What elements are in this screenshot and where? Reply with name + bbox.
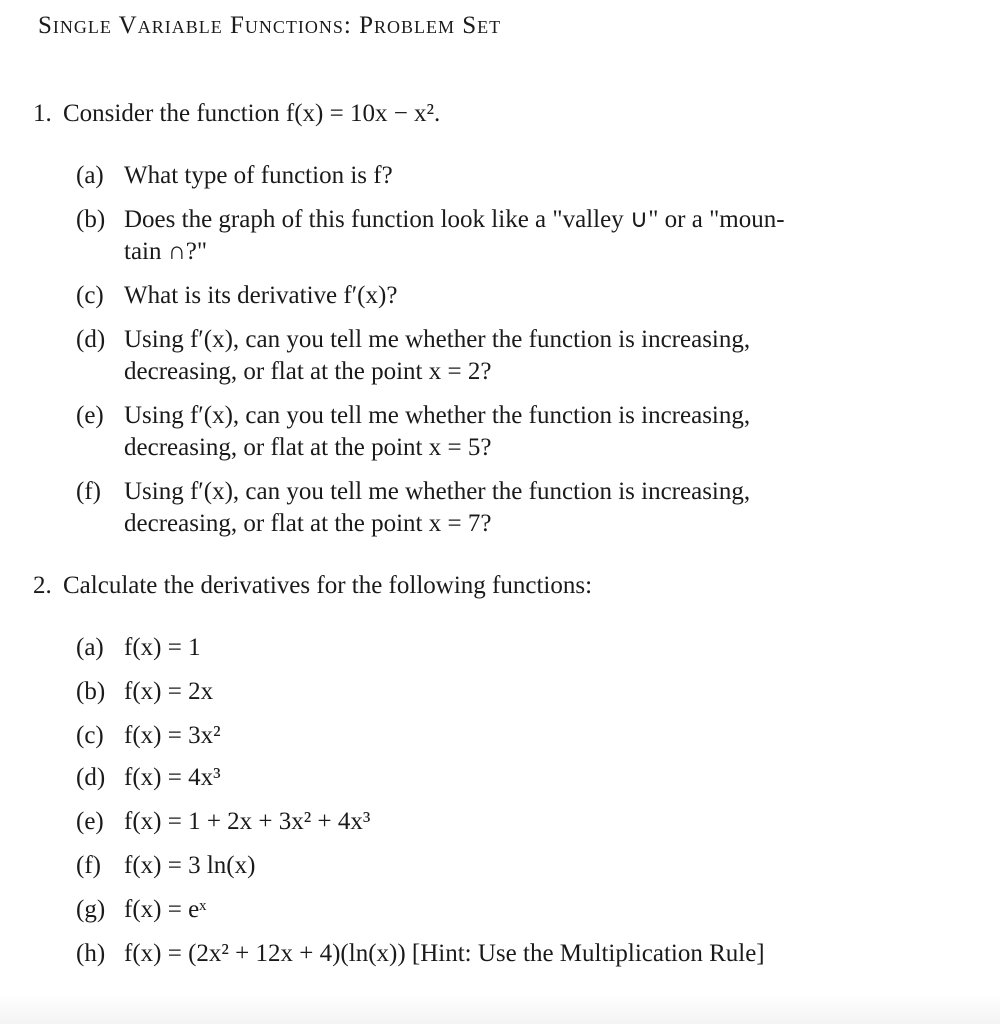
part-text-continued: decreasing, or flat at the point x = 5? — [124, 434, 492, 461]
part-label: (h) — [76, 940, 106, 967]
part-expression: f(x) = 4x³ — [124, 764, 221, 791]
list-item — [76, 720, 221, 752]
page-bottom-shade — [0, 994, 1000, 1024]
part-label: (b) — [76, 678, 106, 705]
list-item — [76, 204, 785, 236]
problem-text: Calculate the derivatives for the following functions: — [63, 572, 593, 599]
part-label: (d) — [76, 764, 106, 791]
part-text-continued: decreasing, or flat at the point x = 2? — [124, 358, 492, 385]
part-text-continued: tain ∩?" — [124, 238, 208, 265]
part-label: (c) — [76, 282, 104, 309]
part-text: Using f′(x), can you tell me whether the function is increasing, — [124, 478, 751, 505]
problem-number: 1. — [33, 100, 52, 127]
list-item — [76, 400, 750, 432]
part-expression: f(x) = 3 ln(x) — [124, 852, 256, 879]
list-item — [76, 632, 201, 664]
list-item — [76, 160, 393, 192]
problem-text: Consider the function f(x) = 10x − x². — [63, 100, 441, 127]
list-item — [76, 280, 397, 312]
list-item — [76, 476, 750, 508]
part-label: (g) — [76, 896, 106, 923]
part-text: What is its derivative f′(x)? — [124, 282, 398, 309]
part-expression: f(x) = 1 — [124, 634, 201, 661]
list-item — [76, 894, 206, 926]
problem-number: 2. — [33, 572, 52, 599]
part-label: (e) — [76, 402, 104, 429]
list-item — [76, 676, 213, 708]
list-item — [76, 850, 255, 882]
list-item — [76, 324, 750, 356]
part-text: Using f′(x), can you tell me whether the function is increasing, — [124, 326, 751, 353]
part-text: Does the graph of this function look like a "valley ∪" or a "moun- — [124, 206, 785, 233]
part-expression: f(x) = (2x² + 12x + 4)(ln(x)) [Hint: Use the Multiplication Rule] — [124, 940, 765, 967]
part-label: (f) — [76, 478, 101, 505]
part-label: (a) — [76, 634, 104, 661]
part-label: (e) — [76, 808, 104, 835]
problem-2-heading — [33, 570, 592, 602]
part-label: (a) — [76, 162, 104, 189]
part-label: (b) — [76, 206, 106, 233]
list-item — [76, 806, 370, 838]
part-expression: f(x) = 1 + 2x + 3x² + 4x³ — [124, 808, 371, 835]
part-expression: f(x) = eˣ — [124, 896, 207, 923]
part-text-continued: decreasing, or flat at the point x = 7? — [124, 510, 492, 537]
part-label: (f) — [76, 852, 101, 879]
part-label: (d) — [76, 326, 106, 353]
part-expression: f(x) = 3x² — [124, 722, 221, 749]
list-item — [76, 938, 765, 970]
part-text: Using f′(x), can you tell me whether the function is increasing, — [124, 402, 751, 429]
problem-1-heading — [33, 98, 440, 130]
part-expression: f(x) = 2x — [124, 678, 214, 705]
part-label: (c) — [76, 722, 104, 749]
page-title: Single Variable Functions: Problem Set — [38, 12, 502, 39]
list-item — [76, 762, 221, 794]
part-text: What type of function is f? — [124, 162, 393, 189]
